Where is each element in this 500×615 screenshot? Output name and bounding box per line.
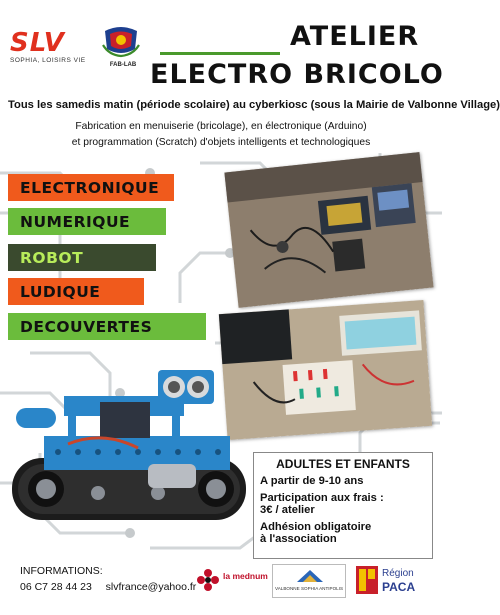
category-numerique bbox=[8, 208, 166, 235]
slv-logo bbox=[10, 30, 96, 64]
photo-electronics-workshop bbox=[224, 152, 433, 308]
title-accent-line bbox=[160, 52, 280, 55]
region-name: PACA bbox=[382, 580, 416, 594]
mednum-label: la mednum bbox=[223, 571, 268, 581]
category-label: LUDIQUE bbox=[20, 282, 101, 301]
fees-value: 3€ / atelier bbox=[260, 504, 315, 516]
sponsor-mednum-logo bbox=[196, 564, 266, 598]
sponsor-region-logo bbox=[356, 564, 434, 598]
region-flag-icon bbox=[356, 566, 378, 594]
category-decouvertes bbox=[8, 313, 206, 340]
category-robot bbox=[8, 244, 156, 271]
intro-programming: et programmation (Scratch) d'objets intelligents et technologiques bbox=[71, 137, 371, 148]
fees-label: Participation aux frais : bbox=[260, 491, 384, 504]
sponsor-valbonne-logo bbox=[272, 564, 346, 598]
intro-fabrication: Fabrication en menuiserie (bricolage), en électronique (Arduino) bbox=[75, 121, 367, 132]
membership-required: Adhésion obligatoire bbox=[260, 520, 372, 533]
region-label: Région bbox=[382, 568, 414, 579]
category-label: NUMERIQUE bbox=[20, 212, 131, 231]
fablab-crest-icon bbox=[101, 25, 141, 57]
contact-line bbox=[20, 581, 196, 593]
info-label: INFORMATIONS: bbox=[20, 565, 103, 577]
email-link[interactable]: slvfrance@yahoo.fr bbox=[105, 581, 197, 593]
title-line-1: ATELIER bbox=[290, 21, 420, 52]
electronics-photo-image bbox=[224, 152, 433, 308]
intro-schedule: Tous les samedis matin (période scolaire) au cyberkiosc (sous la Mairie de Valbonne Village) bbox=[8, 99, 500, 111]
slv-logo-text: SLV bbox=[10, 28, 65, 58]
robot-illustration bbox=[8, 360, 254, 565]
title-line-2: ELECTRO BRICOLO bbox=[150, 59, 444, 90]
category-label: DECOUVERTES bbox=[20, 317, 153, 336]
audience: ADULTES ET ENFANTS bbox=[276, 457, 410, 471]
category-electronique bbox=[8, 174, 174, 201]
age-range: A partir de 9-10 ans bbox=[260, 475, 364, 487]
membership-association: à l'association bbox=[260, 533, 337, 545]
mednum-flower-icon bbox=[196, 568, 220, 592]
category-ludique bbox=[8, 278, 144, 305]
fablab-logo bbox=[101, 25, 145, 71]
category-label: ROBOT bbox=[20, 248, 84, 267]
phone-number: 06 C7 28 44 23 bbox=[20, 581, 92, 593]
category-label: ELECTRONIQUE bbox=[20, 178, 160, 197]
info-box bbox=[253, 452, 433, 559]
fablab-label: FAB-LAB bbox=[109, 62, 137, 68]
valbonne-label: VALBONNE SOPHIA ANTIPOLIS bbox=[275, 586, 344, 591]
slv-tagline: SOPHIA, LOISIRS VIE bbox=[10, 57, 86, 64]
valbonne-emblem-icon bbox=[295, 568, 325, 584]
